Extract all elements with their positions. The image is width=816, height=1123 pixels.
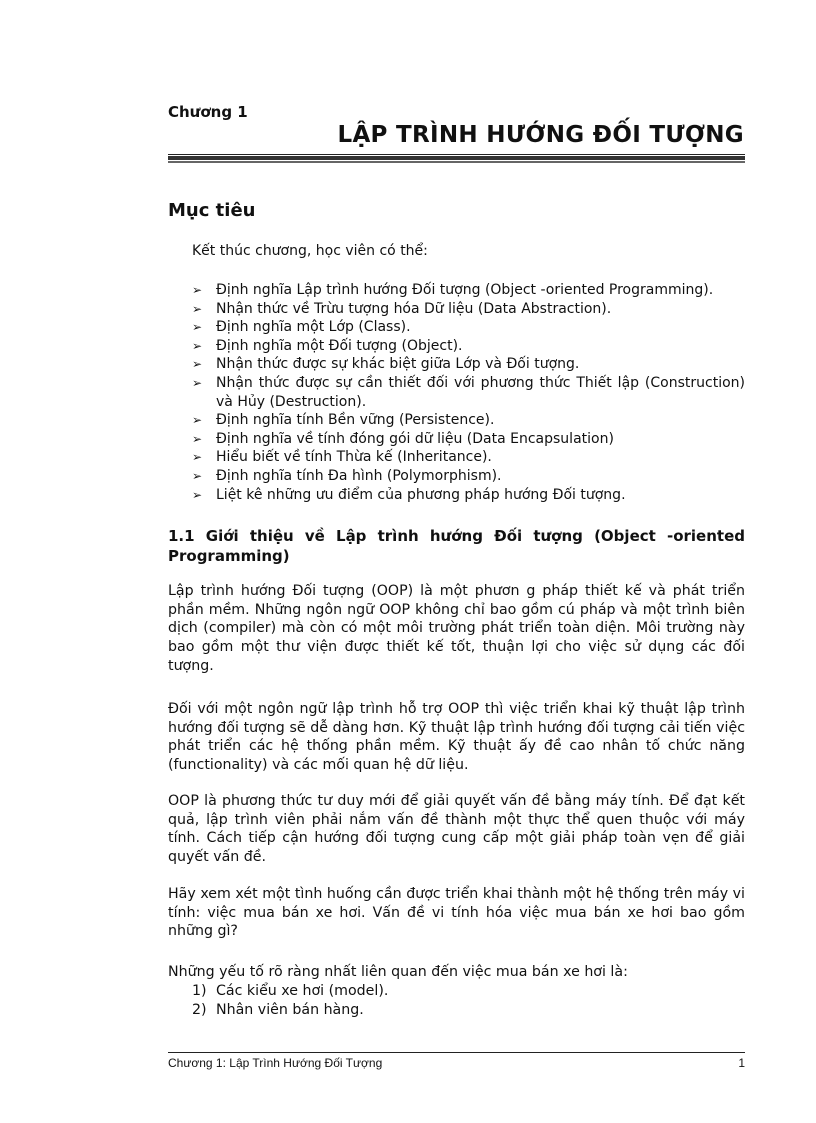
body-paragraph: Hãy xem xét một tình huống cần được triển khai thành một hệ thống trên máy vi tính: việc mua bán xe hơi. Vấn đề vi tính hóa việc mua bán xe hơi bao gồm những gì? xyxy=(168,886,745,940)
arrow-bullet-icon: ➢ xyxy=(192,301,203,316)
arrow-bullet-icon: ➢ xyxy=(192,338,203,353)
list-item xyxy=(192,982,388,1001)
page-number: 1 xyxy=(738,1056,745,1070)
objective-text: Hiểu biết về tính Thừa kế (Inheritance). xyxy=(216,449,492,466)
arrow-bullet-icon: ➢ xyxy=(192,283,203,297)
footer-title: Chương 1: Lập Trình Hướng Đối Tượng xyxy=(168,1056,383,1070)
objective-text: Định nghĩa tính Bền vững (Persistence). xyxy=(216,412,495,429)
list-item xyxy=(192,374,745,411)
objective-text: Nhận thức về Trừu tượng hóa Dữ liệu (Data Abstraction). xyxy=(216,300,612,317)
objectives-heading: Mục tiêu xyxy=(168,200,256,221)
objective-text: Nhận thức được sự cần thiết đối với phương thức Thiết lập (Construction) và Hủy (Destruction). xyxy=(216,374,745,410)
chapter-label: Chương 1 xyxy=(168,103,248,121)
objective-text: Định nghĩa một Lớp (Class). xyxy=(216,319,411,336)
numbered-list xyxy=(192,982,388,1020)
list-number: 2) xyxy=(192,1002,207,1018)
section-1-1-heading: 1.1 Giới thiệu về Lập trình hướng Đối tượng (Object -oriented Programming) xyxy=(168,527,745,565)
title-rule-thick xyxy=(168,156,745,160)
list-item xyxy=(192,281,745,300)
list-number: 1) xyxy=(192,983,207,999)
list-item xyxy=(192,411,745,430)
objectives-list xyxy=(192,281,745,504)
arrow-bullet-icon: ➢ xyxy=(192,468,203,483)
arrow-bullet-icon: ➢ xyxy=(192,487,203,502)
body-paragraph: OOP là phương thức tư duy mới để giải quyết vấn đề bằng máy tính. Để đạt kết quả, lập trình viên phải nắm vấn đề thành một thực thể quen thuộc với máy tính. Cách tiếp cận hướng đối tượng cung cấp một giải pháp toàn vẹn để giải quyết vấn đề. xyxy=(168,793,745,866)
list-item-text: Các kiểu xe hơi (model). xyxy=(216,983,389,999)
arrow-bullet-icon: ➢ xyxy=(192,431,203,446)
objective-text: Nhận thức được sự khác biệt giữa Lớp và Đối tượng. xyxy=(216,356,580,373)
list-item xyxy=(192,1001,388,1020)
list-item xyxy=(192,337,745,356)
arrow-bullet-icon: ➢ xyxy=(192,357,203,372)
list-item xyxy=(192,467,745,486)
list-item xyxy=(192,300,745,319)
title-rule-shadow xyxy=(168,161,745,163)
arrow-bullet-icon: ➢ xyxy=(192,375,203,390)
body-paragraph: Những yếu tố rõ ràng nhất liên quan đến việc mua bán xe hơi là: xyxy=(168,964,628,980)
objectives-intro: Kết thúc chương, học viên có thể: xyxy=(192,243,428,259)
list-item xyxy=(192,355,745,374)
list-item xyxy=(192,448,745,467)
title-rule-thin xyxy=(168,154,745,155)
list-item xyxy=(192,430,745,449)
objective-text: Định nghĩa Lập trình hướng Đối tượng (Object -oriented Programming). xyxy=(216,282,714,298)
objective-text: Định nghĩa tính Đa hình (Polymorphism). xyxy=(216,467,502,484)
objective-text: Định nghĩa một Đối tượng (Object). xyxy=(216,337,463,354)
arrow-bullet-icon: ➢ xyxy=(192,413,203,428)
body-paragraph: Đối với một ngôn ngữ lập trình hỗ trợ OOP thì việc triển khai kỹ thuật lập trình hướng đối tượng sẽ dễ dàng hơn. Kỹ thuật lập trình hướng đối tượng cải tiến việc phát triển các hệ thống phần mềm. Kỹ thuật ấy đề cao nhân tố chức năng (functionality) và các mối quan hệ dữ liệu. xyxy=(168,701,745,774)
body-paragraph: Lập trình hướng Đối tượng (OOP) là một phươn g pháp thiết kế và phát triển phần mềm. Những ngôn ngữ OOP không chỉ bao gồm cú pháp và một trình biên dịch (compiler) mà còn có một môi trường phát triển toàn diện. Môi trường này bao gồm một thư viện được thiết kế tốt, thuận lợi cho việc sử dụng các đối tượng. xyxy=(168,583,745,674)
list-item xyxy=(192,486,745,505)
arrow-bullet-icon: ➢ xyxy=(192,320,203,335)
footer-rule xyxy=(168,1052,745,1053)
arrow-bullet-icon: ➢ xyxy=(192,450,203,465)
chapter-title: LẬP TRÌNH HƯỚNG ĐỐI TƯỢNG xyxy=(337,122,744,148)
list-item xyxy=(192,318,745,337)
objective-text: Định nghĩa về tính đóng gói dữ liệu (Data Encapsulation) xyxy=(216,430,614,447)
objective-text: Liệt kê những ưu điểm của phương pháp hướng Đối tượng. xyxy=(216,486,626,503)
list-item-text: Nhân viên bán hàng. xyxy=(216,1002,364,1018)
